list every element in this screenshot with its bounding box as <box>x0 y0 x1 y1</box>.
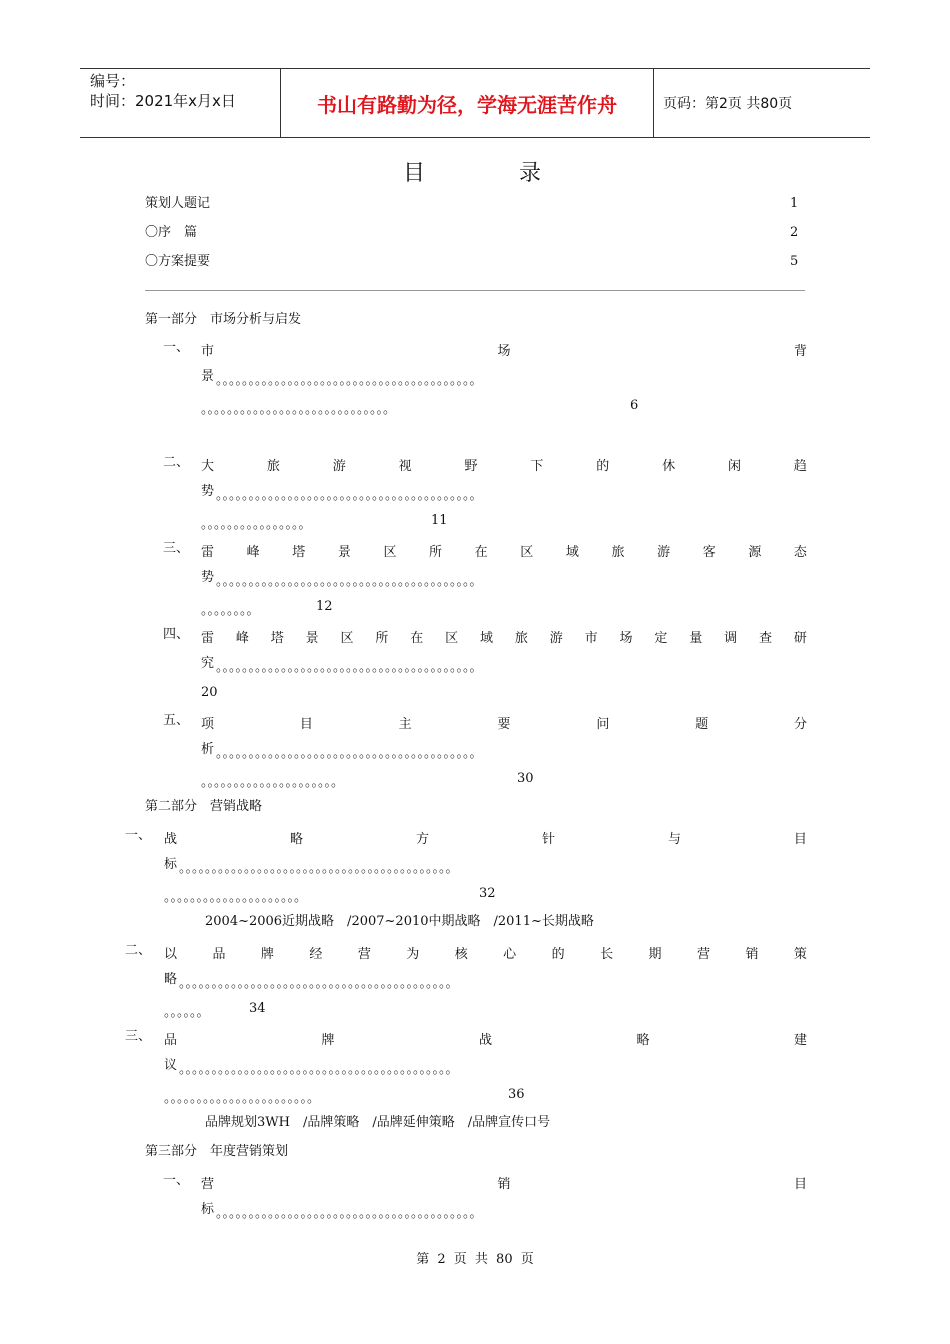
toc-item-char: 期 <box>648 947 662 962</box>
toc-item-char: 塔 <box>270 631 284 646</box>
header-time: 时间：2021年x月x日 <box>90 92 236 110</box>
toc-item-char: 市 <box>584 631 598 646</box>
toc-item-char: 项 <box>201 717 215 732</box>
toc-item-char: 所 <box>375 631 389 646</box>
toc-item-char: 经 <box>309 947 323 962</box>
toc-item-char: 旅 <box>514 631 528 646</box>
toc-item-char: 营 <box>696 947 710 962</box>
toc-item-char: 针 <box>541 832 555 847</box>
toc-leader: 。。。。。。。。。。。。。。。。。。。。。。。。。。。。。。。。。。。。。。。。。。 <box>179 1062 459 1077</box>
page-header <box>80 68 870 138</box>
toc-item-last-char: 析 <box>201 742 215 757</box>
toc-entry-page: 5 <box>790 254 799 269</box>
toc-item-last-char: 势 <box>201 570 215 585</box>
toc-entry-label[interactable]: 策划人题记 <box>145 196 211 211</box>
toc-item-char: 野 <box>464 459 478 474</box>
toc-item-char: 场 <box>497 344 511 359</box>
toc-item-char: 景 <box>337 545 351 560</box>
toc-entry-label[interactable]: 〇序 篇 <box>145 225 198 240</box>
toc-item-char: 心 <box>503 947 517 962</box>
toc-item-spread[interactable] <box>164 828 807 847</box>
toc-item-char: 客 <box>702 545 716 560</box>
toc-item-char: 目 <box>299 717 313 732</box>
toc-item-page: 30 <box>517 771 534 786</box>
toc-sub-line: 品牌规划3WH /品牌策略 /品牌延伸策略 /品牌宣传口号 <box>205 1115 551 1130</box>
toc-item-char: 背 <box>793 344 807 359</box>
toc-item-char: 研 <box>793 631 807 646</box>
toc-item-spread[interactable] <box>201 455 807 474</box>
toc-leader: 。。。。。。。。。。。。。。。。。。。。。 <box>164 890 308 905</box>
toc-item-char: 营 <box>201 1177 215 1192</box>
toc-item-char: 目 <box>793 1177 807 1192</box>
toc-leader: 。。。。。。。。。。。。。。。。。。。。。。。。。。。。。。。。。。。。。。。。 <box>216 746 483 761</box>
toc-item-char: 在 <box>410 631 424 646</box>
toc-item-char: 旅 <box>611 545 625 560</box>
toc-item-char: 定 <box>654 631 668 646</box>
toc-item-page: 20 <box>201 685 218 700</box>
toc-item-last-char: 略 <box>164 972 178 987</box>
toc-item-char: 方 <box>415 832 429 847</box>
toc-item-char: 休 <box>662 459 676 474</box>
toc-item-char: 旅 <box>266 459 280 474</box>
toc-item-spread[interactable] <box>201 1173 807 1192</box>
toc-item-char: 峰 <box>235 631 249 646</box>
toc-item-char: 雷 <box>201 545 215 560</box>
toc-item-char: 牌 <box>321 1033 335 1048</box>
toc-item-marker: 二、 <box>163 455 190 470</box>
toc-title-char: 录 <box>519 161 548 186</box>
toc-item-char: 主 <box>398 717 412 732</box>
toc-item-marker: 三、 <box>125 1029 152 1044</box>
toc-item-marker: 四、 <box>163 627 190 642</box>
toc-item-char: 为 <box>406 947 420 962</box>
toc-leader: 。。。。。。。。。。。。。。。。。。。。。。。。。。。。。。。。。。。。。。。。。。 <box>179 976 459 991</box>
toc-entry-label[interactable]: 〇方案提要 <box>145 254 211 269</box>
toc-leader: 。。。。。。。。 <box>201 603 260 618</box>
toc-item-char: 销 <box>497 1177 511 1192</box>
toc-item-char: 区 <box>445 631 459 646</box>
toc-item-char: 区 <box>520 545 534 560</box>
toc-item-marker: 二、 <box>125 943 152 958</box>
toc-title <box>0 156 950 187</box>
toc-item-char: 略 <box>289 832 303 847</box>
toc-item-char: 以 <box>164 947 178 962</box>
toc-item-page: 11 <box>431 513 448 528</box>
toc-item-char: 目 <box>793 832 807 847</box>
toc-item-last-char: 议 <box>164 1058 178 1073</box>
toc-leader: 。。。。。。。。。。。。。。。。。。。。。。。。。。。。。。。。。。。。。。。。。。 <box>179 861 459 876</box>
toc-item-char: 大 <box>201 459 215 474</box>
toc-item-last-char: 标 <box>201 1202 215 1217</box>
toc-item-last-char: 景 <box>201 369 215 384</box>
toc-item-page: 32 <box>479 886 496 901</box>
toc-item-char: 游 <box>657 545 671 560</box>
toc-item-page: 6 <box>630 398 639 413</box>
toc-leader: 。。。。。。。。。。。。。。。。。。。。。 <box>201 775 345 790</box>
toc-item-char: 区 <box>383 545 397 560</box>
toc-item-char: 游 <box>549 631 563 646</box>
toc-item-char: 长 <box>600 947 614 962</box>
toc-item-marker: 三、 <box>163 541 190 556</box>
toc-item-char: 分 <box>793 717 807 732</box>
toc-leader: 。。。。。。。。。。。。。。。。。。。。。。。。。。。。。。。。。。。。。。。。 <box>216 574 483 589</box>
toc-item-char: 问 <box>596 717 610 732</box>
toc-item-char: 峰 <box>246 545 260 560</box>
part-heading[interactable]: 第一部分 市场分析与启发 <box>145 312 302 327</box>
toc-item-char: 态 <box>793 545 807 560</box>
toc-item-spread[interactable] <box>201 713 807 732</box>
toc-item-char: 品 <box>212 947 226 962</box>
toc-item-char: 与 <box>667 832 681 847</box>
toc-leader: 。。。。。。。。。。。。。。。。。。。。。。。。。。。。。。。。。。。。。。。。 <box>216 373 483 388</box>
toc-item-marker: 一、 <box>163 1173 190 1188</box>
toc-item-char: 品 <box>164 1033 178 1048</box>
toc-item-char: 视 <box>398 459 412 474</box>
toc-item-char: 源 <box>748 545 762 560</box>
toc-item-char: 闲 <box>728 459 742 474</box>
toc-item-char: 策 <box>793 947 807 962</box>
toc-title-char: 目 <box>402 161 431 186</box>
toc-item-char: 游 <box>332 459 346 474</box>
header-meta <box>80 69 280 137</box>
toc-item-page: 36 <box>508 1087 525 1102</box>
toc-item-marker: 五、 <box>163 713 190 728</box>
toc-item-char: 营 <box>357 947 371 962</box>
toc-leader: 。。。。。。。。。。。。。。。。。。。。。。。。。。。。。。。。。。。。。。。。 <box>216 488 483 503</box>
page-footer: 第 2 页 共 80 页 <box>416 1252 534 1267</box>
toc-leader: 。。。。。。。。。。。。。。。。 <box>201 517 312 532</box>
toc-item-char: 所 <box>429 545 443 560</box>
toc-item-last-char: 势 <box>201 484 215 499</box>
toc-item-char: 的 <box>551 947 565 962</box>
toc-item-char: 域 <box>480 631 494 646</box>
toc-leader: 。。。。。。。。。。。。。。。。。。。。。。。。。。。。。 <box>201 402 397 417</box>
toc-item-char: 量 <box>689 631 703 646</box>
toc-item-last-char: 标 <box>164 857 178 872</box>
toc-item-char: 销 <box>745 947 759 962</box>
toc-leader: 。。。。。。。。。。。。。。。。。。。。。。。。。。。。。。。。。。。。。。。。 <box>216 1206 483 1221</box>
toc-item-spread[interactable] <box>201 541 807 560</box>
toc-item-marker: 一、 <box>125 828 152 843</box>
toc-item-char: 区 <box>340 631 354 646</box>
toc-item-char: 战 <box>164 832 178 847</box>
toc-item-char: 题 <box>695 717 709 732</box>
toc-item-last-char: 究 <box>201 656 215 671</box>
toc-item-spread[interactable] <box>164 943 807 962</box>
toc-item-char: 建 <box>793 1033 807 1048</box>
toc-item-char: 要 <box>497 717 511 732</box>
toc-item-spread[interactable] <box>201 340 807 359</box>
toc-leader: 。。。。。。。。。。。。。。。。。。。。。。。。。。。。。。。。。。。。。。。。 <box>216 660 483 675</box>
toc-leader: 。。。。。。。。。。。。。。。。。。。。。。。 <box>164 1091 321 1106</box>
divider-line <box>145 290 805 291</box>
toc-item-page: 12 <box>316 599 333 614</box>
toc-item-char: 牌 <box>260 947 274 962</box>
toc-entry-page: 1 <box>790 196 799 211</box>
toc-item-char: 在 <box>474 545 488 560</box>
toc-item-char: 的 <box>596 459 610 474</box>
toc-item-char: 塔 <box>292 545 306 560</box>
toc-item-char: 场 <box>619 631 633 646</box>
toc-item-char: 雷 <box>201 631 215 646</box>
toc-item-spread[interactable] <box>201 627 807 646</box>
toc-item-char: 略 <box>636 1033 650 1048</box>
toc-item-spread[interactable] <box>164 1029 807 1048</box>
header-page: 页码：第2页 共80页 <box>663 96 793 112</box>
toc-item-page: 34 <box>249 1001 266 1016</box>
toc-sub-line: 2004~2006近期战略 /2007~2010中期战略 /2011~长期战略 <box>205 914 594 929</box>
toc-item-char: 域 <box>565 545 579 560</box>
toc-leader: 。。。。。。 <box>164 1005 210 1020</box>
toc-item-char: 调 <box>724 631 738 646</box>
toc-item-char: 景 <box>305 631 319 646</box>
toc-entry-page: 2 <box>790 225 799 240</box>
toc-item-marker: 一、 <box>163 340 190 355</box>
toc-item-char: 战 <box>478 1033 492 1048</box>
toc-item-char: 核 <box>454 947 468 962</box>
part-heading[interactable]: 第三部分 年度营销策划 <box>145 1144 289 1159</box>
header-number: 编号： <box>90 72 136 90</box>
toc-item-char: 趋 <box>793 459 807 474</box>
toc-item-char: 查 <box>759 631 773 646</box>
toc-item-char: 市 <box>201 344 215 359</box>
part-heading[interactable]: 第二部分 营销战略 <box>145 799 263 814</box>
toc-item-char: 下 <box>530 459 544 474</box>
header-motto: 书山有路勤为径，学海无涯苦作舟 <box>280 69 654 137</box>
